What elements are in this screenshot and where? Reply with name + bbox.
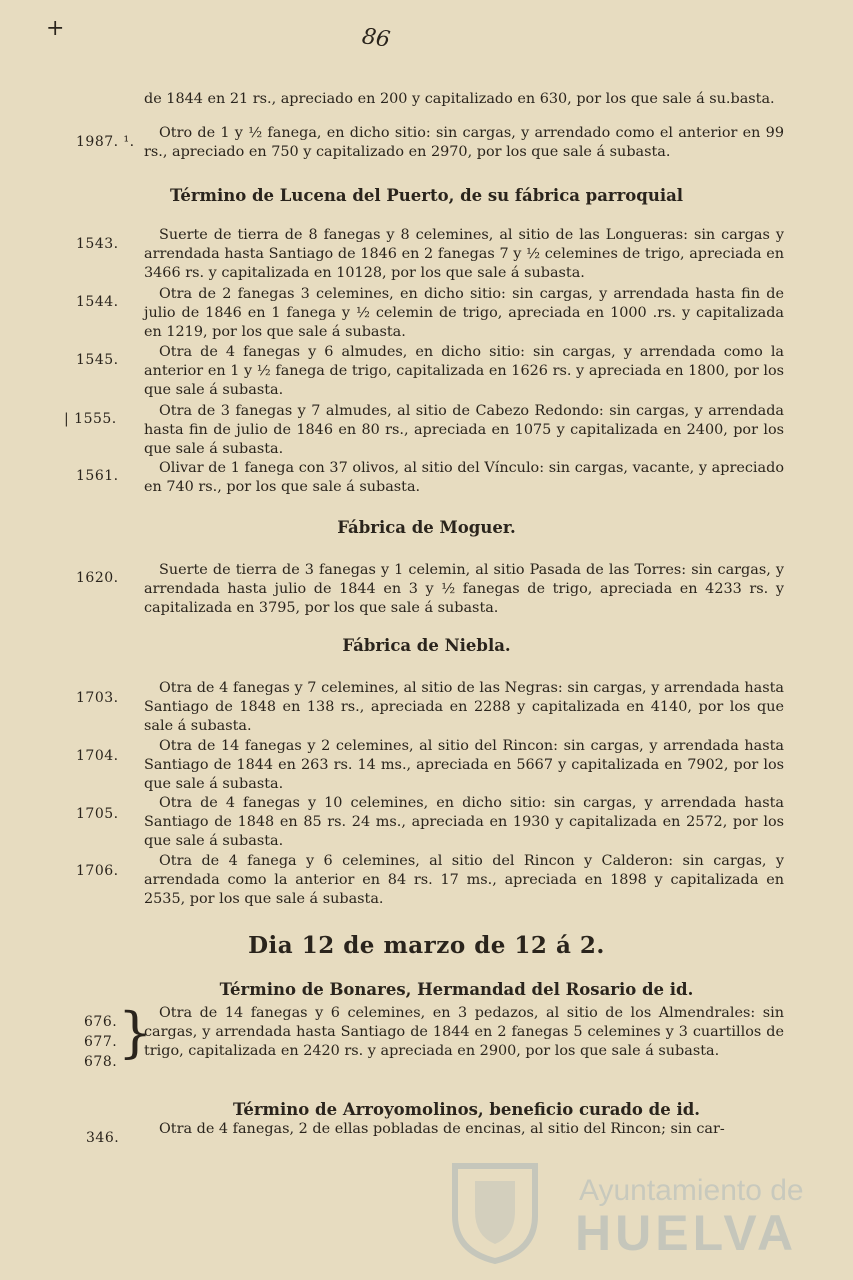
entry-number: 1705. [76,806,119,822]
coat-of-arms-icon [445,1156,545,1266]
entry-number: 1703. [76,690,119,706]
entry-text: Otra de 4 fanegas y 10 celemines, en dicho sitio: sin cargas, y arrendada hasta Santiago de 1848 en 85 rs. 24 ms., apreciada en 1930 y capitalizada en 2572, por los que sale á subasta. [144,795,784,849]
entry-text: Otra de 14 fanegas y 2 celemines, al sitio del Rincon: sin cargas, y arrendada hasta Santiago de 1844 en 263 rs. 14 ms., apreciada en 5667 y capitalizada en 7902, por los que sale á subasta. [144,738,784,792]
entry-text: Otra de 4 fanega y 6 celemines, al sitio del Rincon y Calderon: sin cargas, y arrendada como la anterior en 84 rs. 17 ms., apreciada en 1898 y capitalizada en 2535, por los que sale á subasta. [144,853,784,907]
entry-text: Olivar de 1 fanega con 37 olivos, al sitio del Vínculo: sin cargas, vacante, y apreciado en 740 rs., por los que sale á subasta. [144,460,784,495]
entry-number: 1561. [76,468,119,484]
section-heading: Término de Lucena del Puerto, de su fábrica parroquial [169,186,684,205]
page-number: 86 [360,24,392,53]
watermark-line1: Ayuntamiento de [579,1174,804,1207]
entry-text: Suerte de tierra de 3 fanegas y 1 celemin, al sitio Pasada de las Torres: sin cargas, y arrendada hasta julio de 1844 en 3 y ½ fanegas de trigo, apreciada en 4233 rs. y capitalizada en 3795, por los que sale á subasta. [144,562,784,616]
watermark [445,1148,845,1268]
brace-mark: } [118,1001,153,1064]
entry-text: Otro de 1 y ½ fanega, en dicho sitio: sin cargas, y arrendado como el anterior en 99 rs., apreciado en 750 y capitalizado en 2970, por los que sale á subasta. [144,125,784,160]
entry-number: 1706. [76,863,119,879]
section-heading: Fábrica de Niebla. [342,636,511,655]
corner-mark: + [46,16,65,41]
entry-number: 346. [86,1130,120,1146]
section-heading: Término de Arroyomolinos, beneficio curado de id. [232,1100,701,1119]
watermark-line2: HUELVA [575,1205,798,1261]
section-heading: Fábrica de Moguer. [337,518,516,537]
entry-text: Otra de 4 fanegas y 7 celemines, al sitio de las Negras: sin cargas, y arrendada hasta Santiago de 1848 en 138 rs., apreciada en 2288 y capitalizada en 4140, por los que sale á subasta. [144,680,784,734]
day-heading: Dia 12 de marzo de 12 á 2. [248,932,605,959]
entry-numbers: 676. 677. 678. [84,1014,118,1070]
entry-number: 1545. [76,352,119,368]
section-heading: Término de Bonares, Hermandad del Rosario de id. [219,980,694,999]
entry-text: Otra de 2 fanegas 3 celemines, en dicho sitio: sin cargas, y arrendada hasta fin de julio de 1846 en 1 fanega y ½ celemin de trigo, apreciada en 1000 .rs. y capitalizada en 1219, por los que sale á subasta. [144,286,784,340]
entry-text: Suerte de tierra de 8 fanegas y 8 celemines, al sitio de las Longueras: sin cargas y arrendada hasta Santiago de 1846 en 2 fanegas 7 y ½ celemines de trigo, apreciada en 3466 rs. y capitalizada en 10128, por los que sale á subasta. [144,227,784,281]
entry-text: Otra de 3 fanegas y 7 almudes, al sitio de Cabezo Redondo: sin cargas, y arrendada hasta fin de julio de 1846 en 80 rs., apreciada en 1075 y capitalizada en 2400, por los que sale á subasta. [144,403,784,457]
entry-text: Otra de 4 fanegas, 2 de ellas pobladas de encinas, al sitio del Rincon; sin car- [159,1121,725,1137]
entry-number: 1544. [76,294,119,310]
entry-number: 1543. [76,236,119,252]
entry-number: 1620. [76,570,119,586]
entry-text: Otra de 14 fanegas y 6 celemines, en 3 pedazos, al sitio de los Almendrales: sin cargas, y arrendada hasta Santiago de 1844 en 2 fanegas 5 celemines y 3 cuartillos de trigo, capitalizada en 2420 rs. y apreciada en 2900, por los que sale á subasta. [144,1005,784,1059]
entry-number: | 1555. [64,411,117,427]
entry-number: 1704. [76,748,119,764]
entry-text: Otra de 4 fanegas y 6 almudes, en dicho sitio: sin cargas, y arrendada como la anterior en 1 y ½ fanega de trigo, capitalizada en 1626 rs. y apreciada en 1800, por los que sale á subasta. [144,344,784,398]
paragraph-continuation: de 1844 en 21 rs., apreciado en 200 y capitalizado en 630, por los que sale á su.basta. [144,91,775,107]
entry-number: 1987. ¹. [76,134,135,150]
